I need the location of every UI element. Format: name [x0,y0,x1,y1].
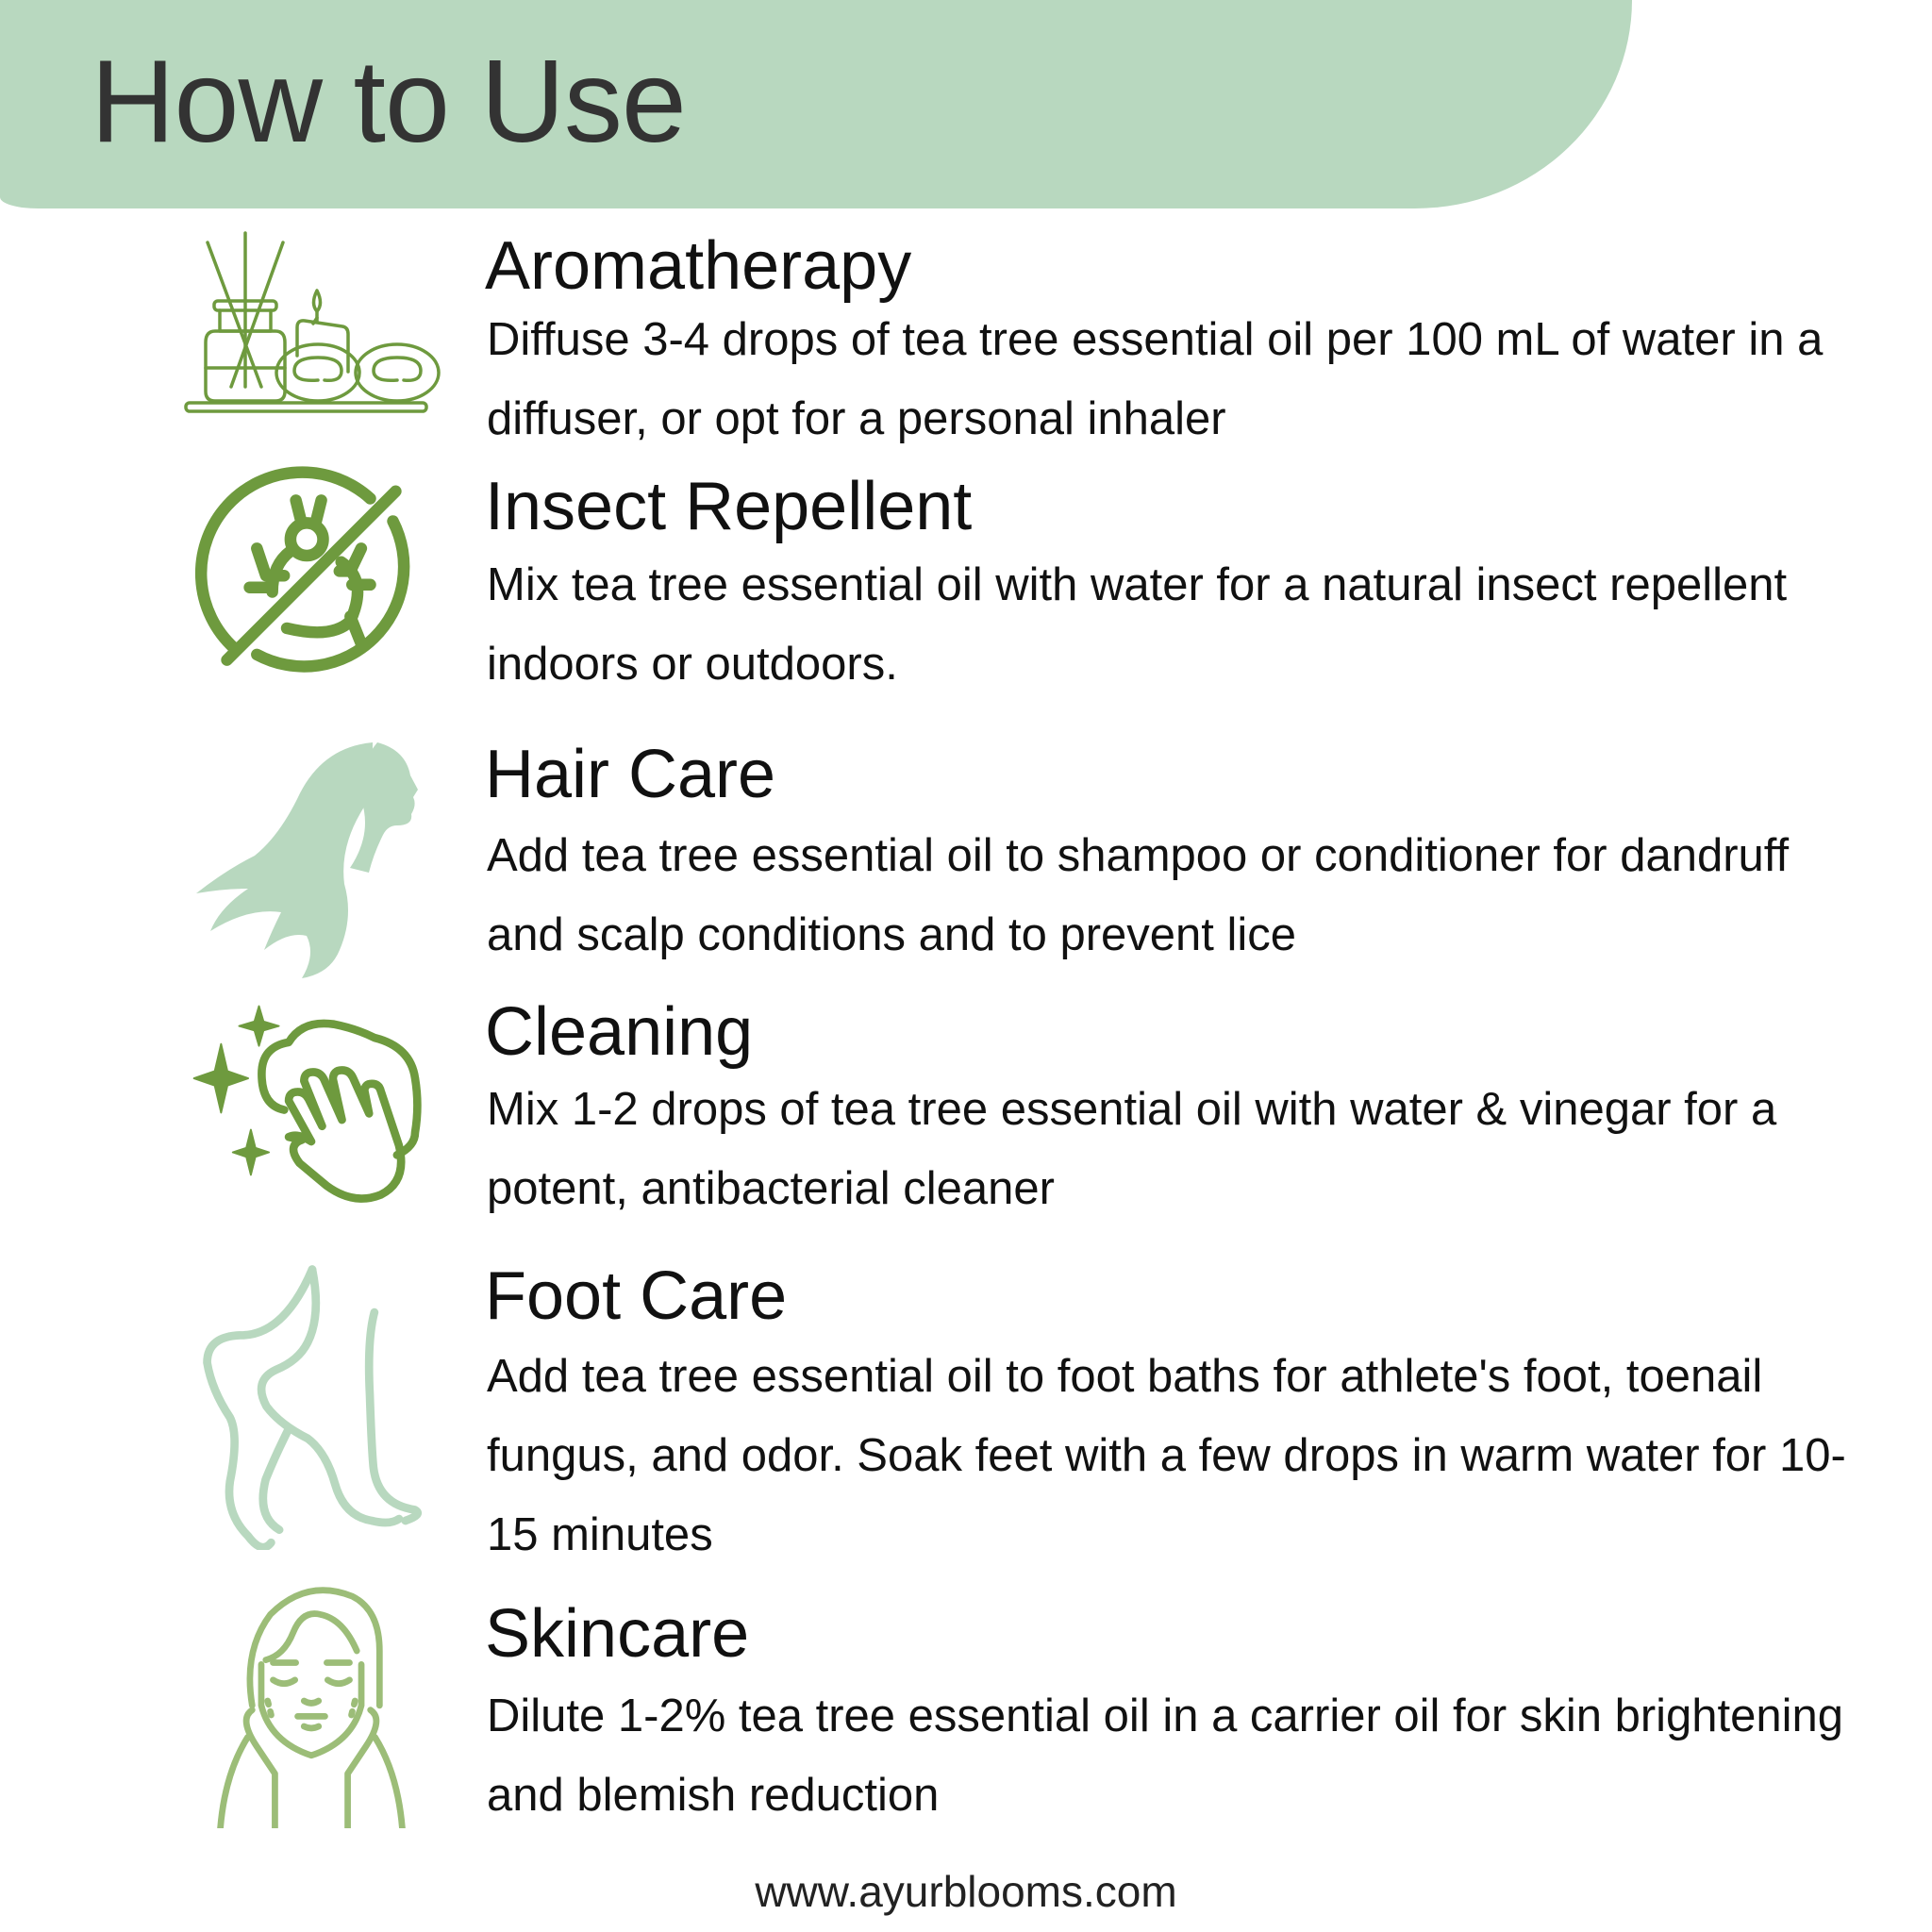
section-body: Add tea tree essential oil to foot baths for athlete's foot, toenail fungus, and odor. Soak feet with a few drops in warm water for 10-15 minutes [487,1351,1846,1560]
section-body: Dilute 1-2% tea tree essential oil in a carrier oil for skin brightening and blemish reduction [487,1690,1844,1821]
face-skincare-icon [193,1574,429,1828]
page-title: How to Use [91,37,686,167]
section-title: Aromatherapy [485,228,912,304]
section-title: Cleaning [485,994,754,1070]
section-body: Mix 1-2 drops of tea tree essential oil with water & vinegar for a potent, antibacterial cleaner [487,1084,1777,1214]
reed-diffuser-candle-towels-icon [179,231,443,420]
hand-wiping-sparkles-icon [179,997,443,1205]
website-link[interactable]: www.ayurblooms.com [755,1867,1177,1916]
section-body: Add tea tree essential oil to shampoo or conditioner for dandruff and scalp conditions and to prevent lice [487,830,1790,960]
woman-flowing-hair-icon [179,728,443,983]
feet-outline-icon [179,1257,443,1550]
section-title: Insect Repellent [485,469,973,544]
no-bugs-icon [179,462,443,698]
section-title: Foot Care [485,1258,788,1334]
section-title: Hair Care [485,737,776,812]
section-body: Diffuse 3-4 drops of tea tree essential oil per 100 mL of water in a diffuser, or opt for a personal inhaler [487,314,1824,444]
header-banner [0,0,1632,208]
section-body: Mix tea tree essential oil with water for a natural insect repellent indoors or outdoors. [487,559,1788,690]
section-title: Skincare [485,1596,750,1672]
